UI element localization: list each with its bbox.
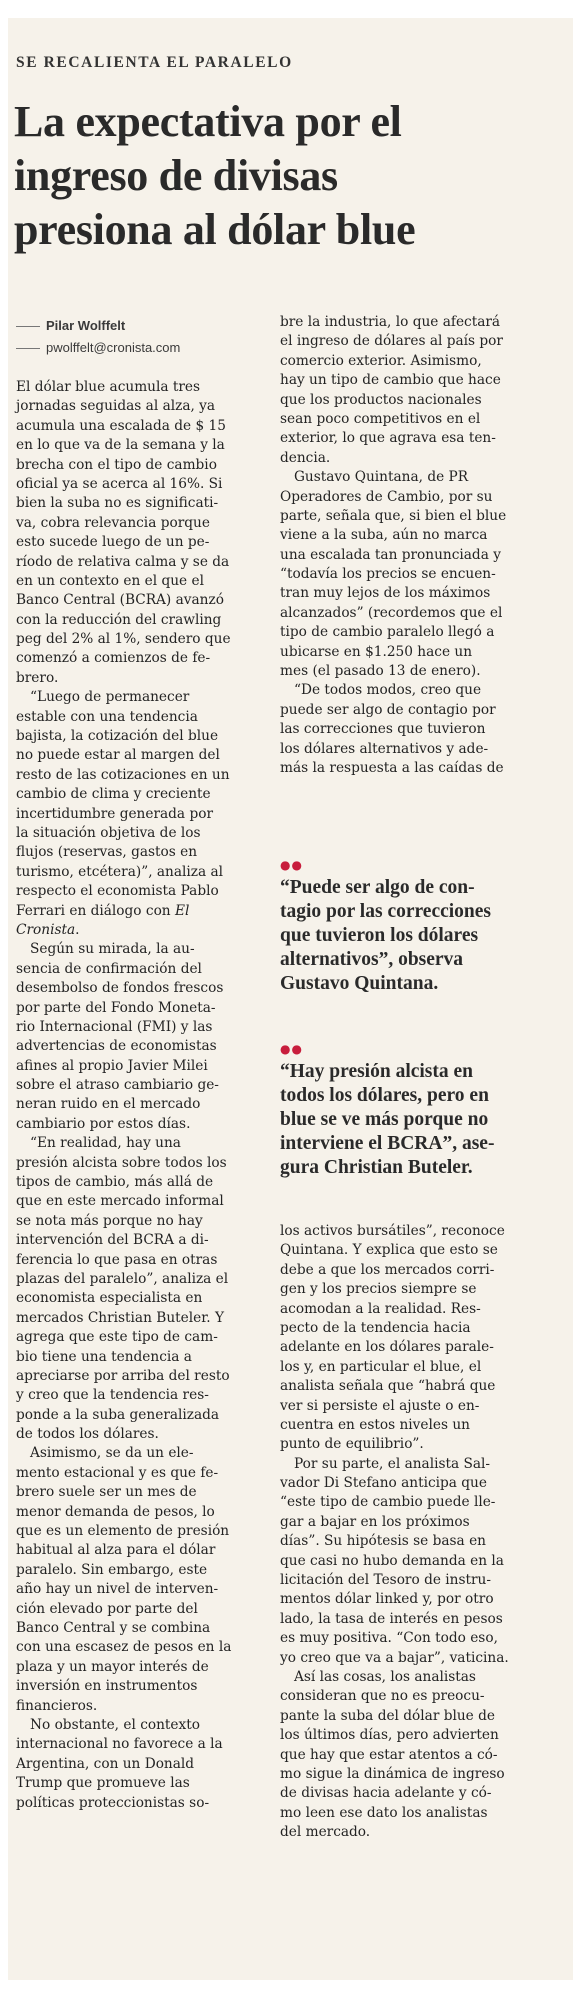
text-line: más la respuesta a las caídas de bbox=[280, 759, 504, 776]
text-line: que es un elemento de presión bbox=[16, 1523, 230, 1540]
text-line: Cronista. bbox=[16, 921, 80, 938]
text-line: Quintana. Y explica que esto se bbox=[280, 1242, 498, 1259]
text-line: hay un tipo de cambio que hace bbox=[280, 372, 501, 389]
text-line: financieros. bbox=[16, 1697, 98, 1714]
text-line: agrega que este tipo de cam- bbox=[16, 1329, 218, 1346]
author-name bbox=[16, 318, 125, 333]
article-column-1 bbox=[16, 378, 264, 1813]
quote-line: tagio por las correcciones bbox=[280, 901, 492, 922]
text-line: una escalada tan pronunciada y bbox=[280, 546, 501, 563]
text-line: internacional no favorece a la bbox=[16, 1736, 223, 1753]
text-line: punto de equilibrio”. bbox=[280, 1436, 424, 1453]
text-line: tran muy lejos de los máximos bbox=[280, 585, 491, 602]
text-line: pecto de la tendencia hacia bbox=[280, 1319, 471, 1336]
text-line: ción elevado por parte del bbox=[16, 1600, 198, 1617]
text-line: mentos dólar linked y, por otro bbox=[280, 1591, 494, 1608]
text-line: viene a la suba, aún no marca bbox=[280, 527, 488, 544]
text-line: acumula una escalada de $ 15 bbox=[16, 417, 226, 434]
text-line: mento estacional y es que fe- bbox=[16, 1464, 219, 1481]
text-line: en lo que va de la semana y la bbox=[16, 437, 225, 454]
text-line: rio Internacional (FMI) y las bbox=[16, 1018, 213, 1035]
text-line: “Luego de permanecer bbox=[30, 689, 190, 706]
text-line: afines al propio Javier Milei bbox=[16, 1057, 208, 1074]
text-line: dencia. bbox=[280, 449, 331, 466]
text-line: adelante en los dólares parale- bbox=[280, 1339, 494, 1356]
text-line: ver si persiste el ajuste o en- bbox=[280, 1397, 480, 1414]
text-line: sencia de confirmación del bbox=[16, 960, 202, 977]
text-line: licitación del Tesoro de instru- bbox=[280, 1572, 491, 1589]
text-line: brero suele ser un mes de bbox=[16, 1484, 197, 1501]
text-line: los y, en particular el blue, el bbox=[280, 1358, 482, 1375]
text-line: consideran que no es preocu- bbox=[280, 1688, 485, 1705]
text-line: peg del 2% al 1%, sendero que bbox=[16, 631, 231, 648]
text-line: cuentra en estos niveles un bbox=[280, 1416, 470, 1433]
text-line: Así las cosas, los analistas bbox=[294, 1668, 476, 1685]
text-line: gen y los precios siempre se bbox=[280, 1281, 477, 1298]
text-line: Argentina, con un Donald bbox=[16, 1755, 195, 1772]
text-line: “De todos modos, creo que bbox=[294, 682, 482, 699]
text-line: que en este mercado informal bbox=[16, 1193, 224, 1210]
text-line: bre la industria, lo que afectará bbox=[280, 314, 501, 330]
text-line: que los productos nacionales bbox=[280, 391, 482, 408]
text-line: neran ruido en el mercado bbox=[16, 1096, 201, 1113]
text-line: Gustavo Quintana, de PR bbox=[294, 469, 469, 486]
text-line: esto sucede luego de un pe- bbox=[16, 534, 210, 551]
text-line: el ingreso de dólares al país por bbox=[280, 333, 503, 350]
text-line: plaza y un mayor interés de bbox=[16, 1658, 209, 1675]
text-line: comercio exterior. Asimismo, bbox=[280, 352, 482, 369]
text-line: alcanzados” (recordemos que el bbox=[280, 604, 503, 621]
text-line: año hay un nivel de interven- bbox=[16, 1581, 219, 1598]
quote-dots-icon: ●● bbox=[280, 1042, 303, 1056]
text-line: apreciarse por arriba del resto bbox=[16, 1367, 230, 1384]
headline-line: presiona al dólar blue bbox=[14, 205, 416, 254]
text-line: no puede estar al margen del bbox=[16, 747, 220, 764]
text-line: gar a bajar en los próximos bbox=[280, 1513, 470, 1530]
text-line: sean poco competitivos en el bbox=[280, 410, 481, 427]
text-line: Operadores de Cambio, por su bbox=[280, 488, 493, 505]
quote-line: todos los dólares, pero en bbox=[280, 1085, 489, 1106]
text-line: turismo, etcétera)”, analiza al bbox=[16, 863, 224, 880]
text-line: habitual al alza para el dólar bbox=[16, 1542, 216, 1559]
text-line: es muy positiva. “Con todo eso, bbox=[280, 1630, 498, 1647]
text-line: tipo de cambio paralelo llegó a bbox=[280, 624, 495, 641]
text-line: resto de las cotizaciones en un bbox=[16, 766, 230, 783]
text-line: la situación objetiva de los bbox=[16, 824, 201, 841]
pull-quote-2 bbox=[280, 1042, 542, 1180]
text-line: desembolso de fondos frescos bbox=[16, 980, 224, 997]
text-line: ponde a la suba generalizada bbox=[16, 1406, 220, 1423]
text-line: los dólares alternativos y ade- bbox=[280, 740, 489, 757]
text-line: Banco Central y se combina bbox=[16, 1620, 211, 1636]
text-line: bien la suba no es significati- bbox=[16, 495, 219, 512]
text-line: días”. Su hipótesis se basa en bbox=[280, 1533, 486, 1550]
quote-line: que tuvieron los dólares bbox=[280, 925, 479, 946]
text-line: políticas proteccionistas so- bbox=[16, 1794, 210, 1811]
text-line: Asimismo, se da un ele- bbox=[30, 1445, 194, 1462]
quote-line: blue se ve más porque no bbox=[280, 1109, 489, 1130]
text-line: analista señala que “habrá que bbox=[280, 1378, 496, 1395]
text-line: brecha con el tipo de cambio bbox=[16, 456, 217, 473]
text-line: “En realidad, hay una bbox=[30, 1135, 181, 1152]
text-line: y creo que la tendencia res- bbox=[16, 1387, 209, 1404]
byline-rule bbox=[16, 348, 40, 349]
text-line: Banco Central (BCRA) avanzó bbox=[16, 592, 224, 609]
text-line: presión alcista sobre todos los bbox=[16, 1154, 227, 1171]
text-line: mes (el pasado 13 de enero). bbox=[280, 663, 481, 680]
text-line: que hay que estar atentos a có- bbox=[280, 1746, 498, 1763]
text-line: “este tipo de cambio puede lle- bbox=[280, 1494, 496, 1511]
text-line: menor demanda de pesos, lo bbox=[16, 1503, 215, 1520]
text-line: estable con una tendencia bbox=[16, 708, 198, 725]
text-line: lado, la tasa de interés en pesos bbox=[280, 1610, 503, 1627]
text-line: parte, señala que, si bien el blue bbox=[280, 507, 507, 524]
text-line: plazas del paralelo”, analiza el bbox=[16, 1270, 229, 1287]
text-line: de divisas hacia adelante y có- bbox=[280, 1785, 492, 1802]
text-line: paralelo. Sin embargo, este bbox=[16, 1561, 208, 1578]
text-line: acomodan a la realidad. Res- bbox=[280, 1300, 481, 1317]
quote-line: “Hay presión alcista en bbox=[280, 1061, 474, 1082]
article-column-2-top bbox=[280, 313, 528, 778]
text-line: de todos los dólares. bbox=[16, 1426, 159, 1443]
text-line: las correcciones que tuvieron bbox=[280, 721, 486, 738]
text-line: flujos (reservas, gastos en bbox=[16, 844, 198, 861]
quote-line: Gustavo Quintana. bbox=[280, 973, 439, 994]
text-line: exterior, lo que agrava esa ten- bbox=[280, 430, 496, 447]
author-email-text: pwolffelt@cronista.com bbox=[46, 340, 181, 355]
headline bbox=[14, 95, 559, 257]
pull-quote-1 bbox=[280, 858, 542, 996]
text-line: mercados Christian Buteler. Y bbox=[16, 1309, 224, 1326]
text-line: Según su mirada, la au- bbox=[30, 941, 195, 958]
text-line: los activos bursátiles”, reconoce bbox=[280, 1223, 505, 1239]
text-line: bio tiene una tendencia a bbox=[16, 1348, 192, 1365]
text-line: con una escasez de pesos en la bbox=[16, 1639, 232, 1656]
text-line: cambio de clima y creciente bbox=[16, 786, 211, 803]
byline-rule bbox=[16, 326, 40, 327]
text-line: inversión en instrumentos bbox=[16, 1678, 198, 1695]
text-line: que casi no hubo demanda en la bbox=[280, 1552, 504, 1569]
text-line: se nota más porque no hay bbox=[16, 1212, 203, 1229]
quote-line: alternativos”, observa bbox=[280, 949, 464, 970]
text-line: sobre el atraso cambiario ge- bbox=[16, 1077, 219, 1094]
text-line: Por su parte, el analista Sal- bbox=[294, 1455, 491, 1472]
text-line: puede ser algo de contagio por bbox=[280, 701, 496, 718]
text-line: tipos de cambio, más allá de bbox=[16, 1174, 214, 1191]
text-line: mo sigue la dinámica de ingreso bbox=[280, 1765, 505, 1782]
article-column-2-bottom bbox=[280, 1222, 528, 1843]
text-line: brero. bbox=[16, 669, 59, 686]
text-line: respecto el economista Pablo bbox=[16, 883, 219, 900]
text-line: por parte del Fondo Moneta- bbox=[16, 999, 216, 1016]
text-line: jornadas seguidas al alza, ya bbox=[16, 398, 216, 415]
text-line: Trump que promueve las bbox=[16, 1775, 190, 1792]
text-line: en un contexto en el que el bbox=[16, 572, 204, 589]
text-line: oficial ya se acerca al 16%. Si bbox=[16, 475, 223, 492]
quote-line: “Puede ser algo de con- bbox=[280, 877, 475, 898]
headline-line: La expectativa por el bbox=[14, 97, 402, 146]
text-line: pante la suba del dólar blue de bbox=[280, 1707, 495, 1724]
text-line: ubicarse en $1.250 hace un bbox=[280, 643, 473, 660]
text-line: va, cobra relevancia porque bbox=[16, 514, 210, 531]
text-line: yo creo que va a bajar”, vaticina. bbox=[280, 1649, 509, 1666]
pull-quote-text bbox=[280, 1060, 542, 1180]
text-line: No obstante, el contexto bbox=[30, 1716, 200, 1733]
text-line: con la reducción del crawling bbox=[16, 611, 222, 628]
pull-quote-text bbox=[280, 876, 542, 996]
quote-line: interviene el BCRA”, ase- bbox=[280, 1133, 495, 1154]
text-line: ríodo de relativa calma y se da bbox=[16, 553, 230, 570]
author-email bbox=[16, 340, 180, 355]
text-line: debe a que los mercados corri- bbox=[280, 1261, 495, 1278]
text-line: El dólar blue acumula tres bbox=[16, 379, 201, 395]
text-line: incertidumbre generada por bbox=[16, 805, 213, 822]
text-line: advertencias de economistas bbox=[16, 1038, 217, 1055]
quote-dots-icon: ●● bbox=[280, 858, 303, 872]
text-line: Ferrari en diálogo con El bbox=[16, 902, 190, 919]
author-name-text: Pilar Wolffelt bbox=[46, 318, 126, 333]
text-line: intervención del BCRA a di- bbox=[16, 1232, 209, 1249]
text-line: ferencia lo que pasa en otras bbox=[16, 1251, 218, 1268]
text-line: economista especialista en bbox=[16, 1290, 203, 1307]
text-line: “todavía los precios se encuen- bbox=[280, 566, 496, 583]
text-line: cambiario por estos días. bbox=[16, 1115, 191, 1132]
text-line: comenzó a comienzos de fe- bbox=[16, 650, 211, 667]
text-line: bajista, la cotización del blue bbox=[16, 728, 219, 745]
headline-line: ingreso de divisas bbox=[14, 151, 338, 200]
text-line: vador Di Stefano anticipa que bbox=[280, 1475, 487, 1492]
kicker: SE RECALIENTA EL PARALELO bbox=[16, 54, 293, 71]
text-line: los últimos días, pero advierten bbox=[280, 1727, 499, 1744]
text-line: mo leen ese dato los analistas bbox=[280, 1804, 488, 1821]
text-line: del mercado. bbox=[280, 1824, 371, 1841]
quote-line: gura Christian Buteler. bbox=[280, 1157, 473, 1178]
